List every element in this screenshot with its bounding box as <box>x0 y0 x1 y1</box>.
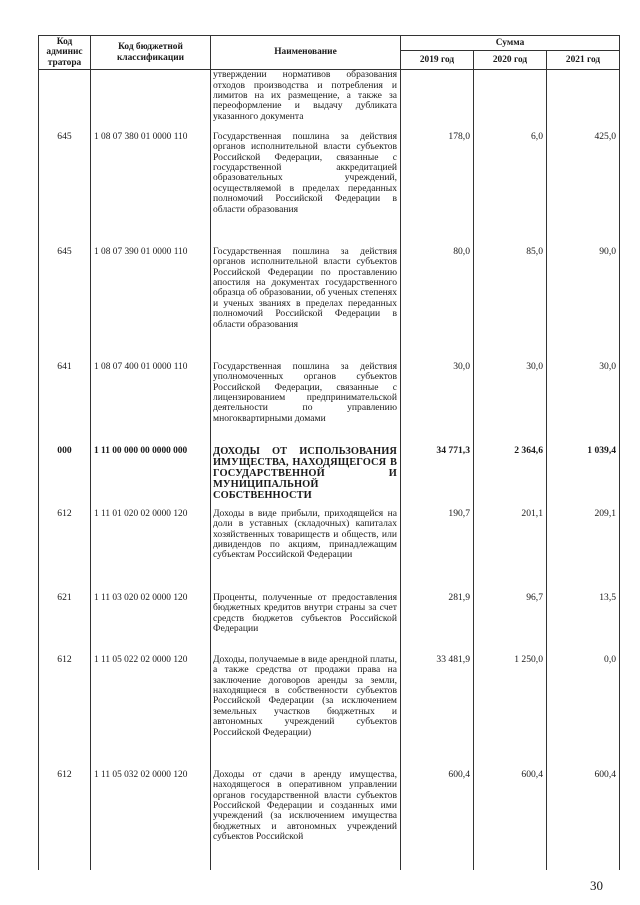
page-number: 30 <box>590 878 603 893</box>
table-row <box>39 247 620 362</box>
amount-2020-cell: 600,4 <box>474 770 547 870</box>
header-sum: Сумма <box>401 36 620 51</box>
amount-2021-cell: 1 039,4 <box>547 446 620 509</box>
name-cell: Доходы от сдачи в аренду имущества, находящегося в оперативном управлении органов государственной власти субъектов Российской Федерации и созданных ими учреждений (за исключением имущества бюджетных и автономных учреждений субъектов Российской <box>211 770 401 870</box>
admin-code-cell: 000 <box>39 446 91 509</box>
header-admin-code: Код админис тратора <box>39 36 91 70</box>
amount-2021-cell <box>547 70 620 132</box>
name-cell: Государственная пошлина за действия органов исполнительной власти субъектов Российской Федерации по проставлению апостиля на документах государственного образца об образовании, об ученых степенях и ученых званиях в пределах переданных полномочий Российской Федерации в области образования <box>211 247 401 362</box>
amount-2020-cell <box>474 70 547 132</box>
amount-2021-cell: 425,0 <box>547 132 620 247</box>
budget-code-cell: 1 08 07 380 01 0000 110 <box>91 132 211 247</box>
admin-code-cell <box>39 70 91 132</box>
header-name: Наименование <box>211 36 401 70</box>
admin-code-cell: 645 <box>39 247 91 362</box>
admin-code-cell: 645 <box>39 132 91 247</box>
table-header <box>39 36 620 70</box>
amount-2020-cell: 85,0 <box>474 247 547 362</box>
amount-2020-cell: 201,1 <box>474 509 547 593</box>
budget-code-cell: 1 08 07 390 01 0000 110 <box>91 247 211 362</box>
name-cell: Доходы в виде прибыли, приходящейся на доли в уставных (складочных) капиталах хозяйственных товариществ и обществ, или дивидендов по акциям, принадлежащим субъектам Российской Федерации <box>211 509 401 593</box>
budget-code-cell: 1 11 00 000 00 0000 000 <box>91 446 211 509</box>
table-row <box>39 770 620 870</box>
amount-2020-cell: 6,0 <box>474 132 547 247</box>
amount-2021-cell: 30,0 <box>547 362 620 446</box>
header-year-2019: 2019 год <box>401 50 474 70</box>
budget-code-cell: 1 11 01 020 02 0000 120 <box>91 509 211 593</box>
budget-code-cell: 1 11 03 020 02 0000 120 <box>91 593 211 655</box>
name-cell: Государственная пошлина за действия уполномоченных органов субъектов Российской Федерации, связанные с лицензированием предпринимательской деятельности по управлению многоквартирными домами <box>211 362 401 446</box>
amount-2021-cell: 90,0 <box>547 247 620 362</box>
amount-2019-cell: 80,0 <box>401 247 474 362</box>
header-year-2020: 2020 год <box>474 50 547 70</box>
admin-code-cell: 612 <box>39 509 91 593</box>
amount-2020-cell: 30,0 <box>474 362 547 446</box>
table-row <box>39 362 620 446</box>
header-budget-code: Код бюджетной классификации <box>91 36 211 70</box>
amount-2019-cell: 600,4 <box>401 770 474 870</box>
budget-code-cell: 1 08 07 400 01 0000 110 <box>91 362 211 446</box>
amount-2020-cell: 2 364,6 <box>474 446 547 509</box>
amount-2020-cell: 1 250,0 <box>474 655 547 770</box>
amount-2019-cell: 33 481,9 <box>401 655 474 770</box>
table-row <box>39 132 620 247</box>
admin-code-cell: 612 <box>39 770 91 870</box>
amount-2021-cell: 0,0 <box>547 655 620 770</box>
amount-2019-cell: 190,7 <box>401 509 474 593</box>
budget-page <box>38 35 619 870</box>
table-row <box>39 70 620 132</box>
amount-2021-cell: 13,5 <box>547 593 620 655</box>
name-cell: ДОХОДЫ ОТ ИСПОЛЬЗОВАНИЯ ИМУЩЕСТВА, НАХОДЯЩЕГОСЯ В ГОСУДАРСТВЕННОЙ И МУНИЦИПАЛЬНОЙ СОБСТВЕННОСТИ <box>211 446 401 509</box>
table-body <box>39 70 620 870</box>
amount-2019-cell <box>401 70 474 132</box>
admin-code-cell: 641 <box>39 362 91 446</box>
header-year-2021: 2021 год <box>547 50 620 70</box>
amount-2021-cell: 600,4 <box>547 770 620 870</box>
amount-2020-cell: 96,7 <box>474 593 547 655</box>
name-cell: Доходы, получаемые в виде арендной платы, а также средства от продажи права на заключение договоров аренды за земли, находящиеся в собственности субъектов Российской Федерации (за исключением земельных участков бюджетных и автономных учреждений субъектов Российской Федерации) <box>211 655 401 770</box>
amount-2019-cell: 34 771,3 <box>401 446 474 509</box>
budget-revenue-table <box>38 35 620 870</box>
amount-2021-cell: 209,1 <box>547 509 620 593</box>
amount-2019-cell: 281,9 <box>401 593 474 655</box>
table-row <box>39 593 620 655</box>
amount-2019-cell: 30,0 <box>401 362 474 446</box>
admin-code-cell: 621 <box>39 593 91 655</box>
budget-code-cell: 1 11 05 022 02 0000 120 <box>91 655 211 770</box>
name-cell: Проценты, полученные от предоставления бюджетных кредитов внутри страны за счет средств бюджетов субъектов Российской Федерации <box>211 593 401 655</box>
budget-code-cell <box>91 70 211 132</box>
table-row <box>39 509 620 593</box>
table-row <box>39 655 620 770</box>
amount-2019-cell: 178,0 <box>401 132 474 247</box>
admin-code-cell: 612 <box>39 655 91 770</box>
table-row-section <box>39 446 620 509</box>
budget-code-cell: 1 11 05 032 02 0000 120 <box>91 770 211 870</box>
name-cell: утверждении нормативов образования отходов производства и потребления и лимитов на их размещение, а также за переоформление и выдачу дубликата указанного документа <box>211 70 401 132</box>
name-cell: Государственная пошлина за действия органов исполнительной власти субъектов Российской Федерации, связанные с государственной аккредитацией образовательных учреждений, осуществляемой в пределах переданных полномочий Российской Федерации в области образования <box>211 132 401 247</box>
